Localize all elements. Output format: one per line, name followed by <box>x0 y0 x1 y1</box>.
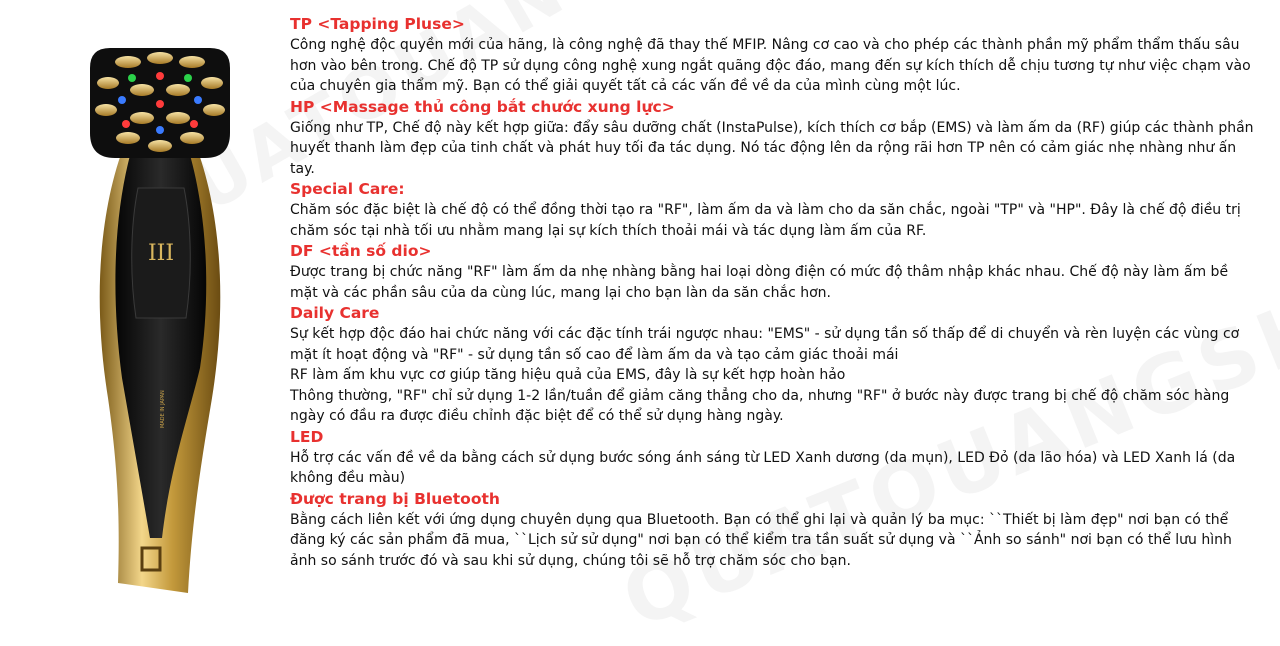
section-paragraph: Hỗ trợ các vấn đề về da bằng cách sử dụng bước sóng ánh sáng từ LED Xanh dương (da mụn), LED Đỏ (da lão hóa) và LED Xanh lá (da không đều màu) <box>290 449 1236 486</box>
section-paragraph: Công nghệ độc quyền mới của hãng, là công nghệ đã thay thế MFIP. Nâng cơ cao và cho phép các thành phần mỹ phẩm thẩm thấu sâu hơn vào bên trong. Chế độ TP sử dụng công nghệ xung ngắt quãng độc đáo, mang đến sự kích thích dễ chịu tương tự như việc chạm vào của chuyên gia thẩm mỹ. Bạn có thể giải quyết tất cả các vấn đề về da của mình cùng một lúc. <box>290 37 1251 94</box>
section-bluetooth <box>290 489 1255 572</box>
section-tp <box>290 14 1255 97</box>
section-paragraph: Thông thường, "RF" chỉ sử dụng 1-2 lần/tuần để giảm căng thẳng cho da, nhưng "RF" ở bước này được trang bị chế độ chăm sóc hàng ngày có đầu ra được điều chỉnh đặc biệt để có thể sử dụng hàng ngày. <box>290 387 1230 424</box>
feature-list <box>290 14 1255 571</box>
section-paragraph: Sự kết hợp độc đáo hai chức năng với các đặc tính trái ngược nhau: "EMS" - sử dụng tần số thấp để di chuyển và rèn luyện các vùng cơ mặt ít hoạt động và "RF" - sử dụng tần số cao để làm ấm da và tạo cảm giác thoải mái <box>290 326 1240 363</box>
section-paragraph: Bằng cách liên kết với ứng dụng chuyên dụng qua Bluetooth. Bạn có thể ghi lại và quản lý ba mục: ``Thiết bị làm đẹp" nơi bạn có thể đăng ký các sản phẩm đã mua, ``Lịch sử sử dụng" nơi bạn có thể kiểm tra tần suất sử dụng và ``Ảnh so sánh" nơi bạn có thể lưu hình ảnh so sánh trước đó và sau khi sử dụng, chúng tôi sẽ hỗ trợ chăm sóc cho bạn. <box>290 511 1232 569</box>
section-paragraph: RF làm ấm khu vực cơ giúp tăng hiệu quả của EMS, đây là sự kết hợp hoàn hảo <box>290 367 846 383</box>
section-led <box>290 427 1255 489</box>
section-hp <box>290 97 1255 180</box>
section-title: Daily Care <box>290 304 380 322</box>
side-text: MADE IN JAPAN <box>160 390 166 428</box>
section-paragraph: Được trang bị chức năng "RF" làm ấm da nhẹ nhàng bằng hai loại dòng điện có mức độ thâm nhập khác nhau. Chế độ này làm ấm bề mặt và các phần sâu của da cùng lúc, mang lại cho bạn làn da săn chắc hơn. <box>290 264 1229 301</box>
section-title: HP <Massage thủ công bắt chước xung lực> <box>290 97 675 116</box>
section-title: Được trang bị Bluetooth <box>290 489 500 508</box>
section-special-care <box>290 179 1255 241</box>
section-daily-care <box>290 303 1255 427</box>
section-paragraph: Chăm sóc đặc biệt là chế độ có thể đồng thời tạo ra "RF", làm ấm da và làm cho da săn chắc, ngoài "TP" và "HP". Đây là chế độ điều trị chăm sóc tại nhà tối ưu nhằm mang lại sự kích thích thoải mái và tác dụng làm ấm của RF. <box>290 202 1241 239</box>
section-title: Special Care: <box>290 180 405 198</box>
section-title: DF <tần số dio> <box>290 242 432 260</box>
model-mark: III <box>147 241 175 266</box>
section-df <box>290 241 1255 303</box>
section-title: LED <box>290 427 324 446</box>
section-title: TP <Tapping Pluse> <box>290 15 465 33</box>
product-image <box>70 38 250 608</box>
section-paragraph: Giống như TP, Chế độ này kết hợp giữa: đẩy sâu dưỡng chất (InstaPulse), kích thích cơ bắp (EMS) và làm ấm da (RF) giúp các thành phần huyết thanh làm đẹp của tinh chất và phát huy tối đa tác dụng. Nó tác động lên da rộng rãi hơn TP nên có cảm giác nhẹ nhàng như ấn tay. <box>290 119 1254 177</box>
